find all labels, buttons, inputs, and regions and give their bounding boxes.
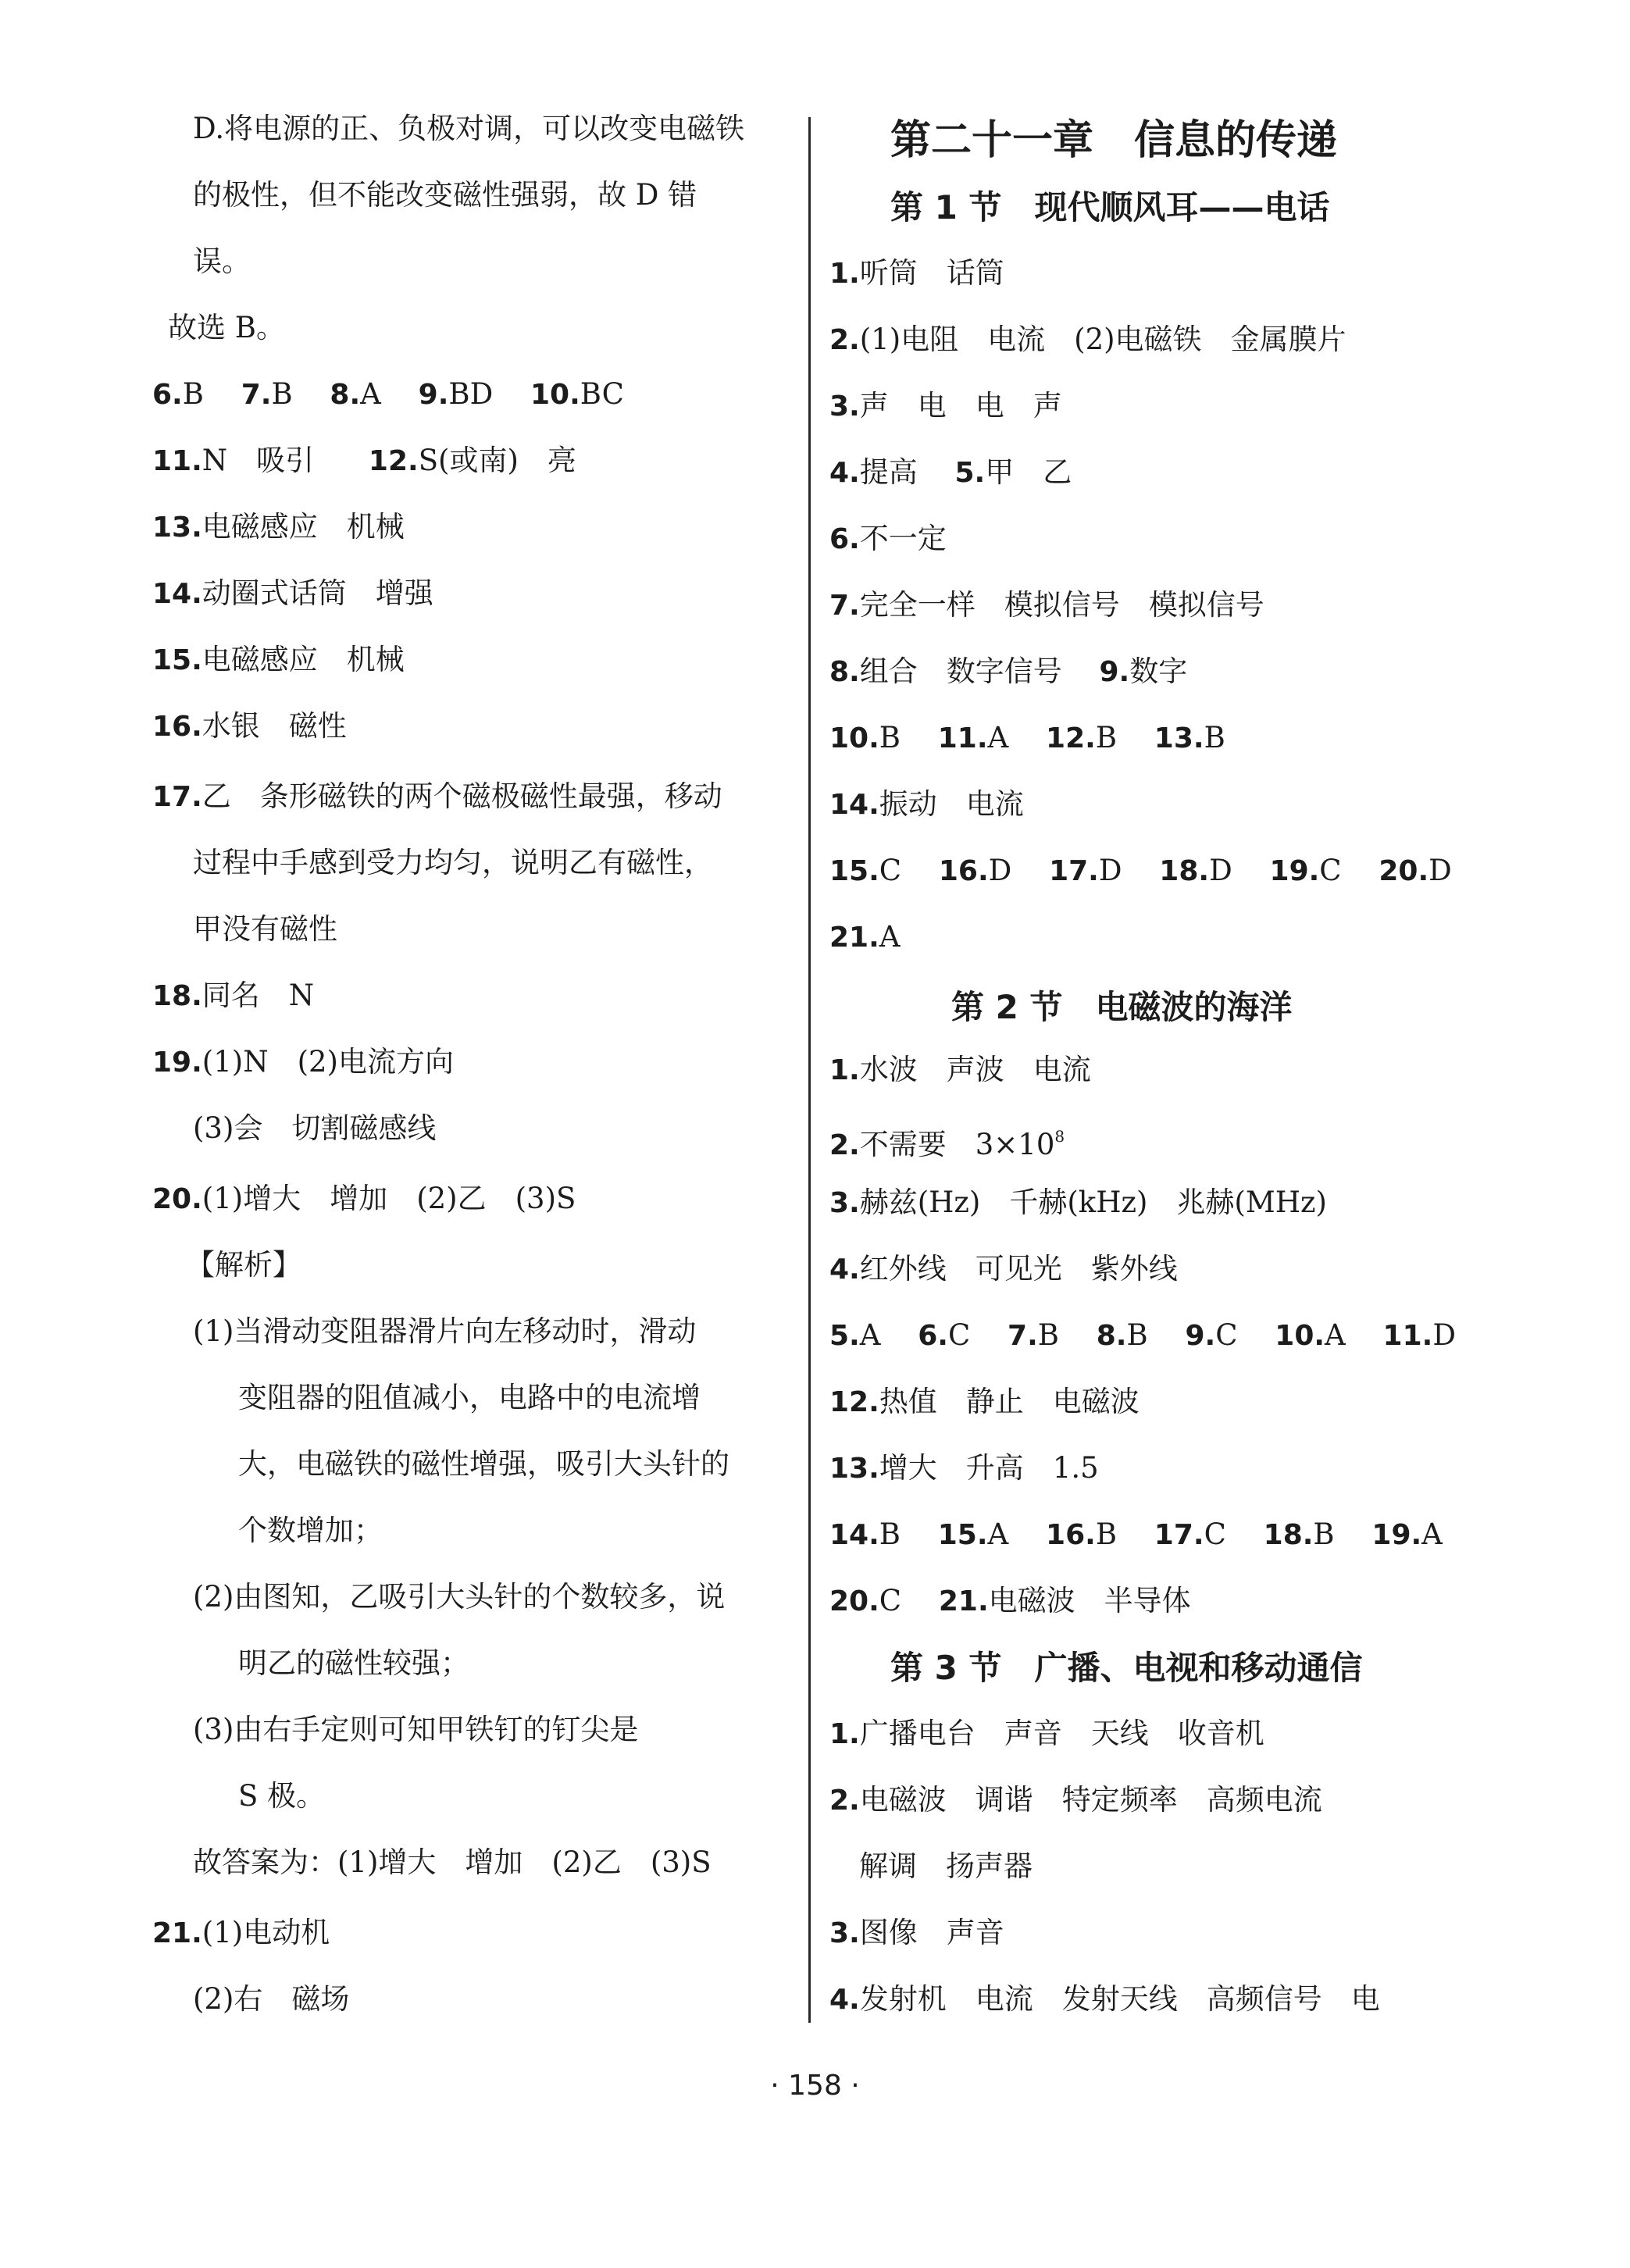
- question-number: 8.: [330, 379, 361, 411]
- answer: 电磁感应 机械: [202, 643, 405, 676]
- question-number: 21.: [152, 1917, 202, 1949]
- text-line: 故答案为：(1)增大 增加 (2)乙 (3)S: [193, 1845, 712, 1879]
- question-number: 14.: [829, 1519, 879, 1551]
- text-line: 大，电磁铁的磁性增强，吸引大头针的: [238, 1447, 729, 1481]
- text-line: (1)当滑动变阻器滑片向左移动时，滑动: [193, 1314, 697, 1348]
- question-number: 15.: [937, 1519, 988, 1551]
- answer: 红外线 可见光 紫外线: [859, 1252, 1178, 1286]
- question-number: 3.: [829, 1917, 860, 1949]
- answer: A: [1325, 1318, 1346, 1352]
- question-number: 10.: [1275, 1320, 1325, 1352]
- question-number: 19.: [152, 1047, 202, 1079]
- answer: D: [1428, 854, 1452, 887]
- answer-line: [152, 1179, 576, 1218]
- question-number: 1.: [829, 1718, 860, 1750]
- question-number: 9.: [418, 379, 449, 411]
- question-number: 2.: [829, 1785, 860, 1817]
- text-line: (2)由图知，乙吸引大头针的个数较多，说: [193, 1580, 726, 1614]
- answer-line: [829, 586, 1264, 625]
- question-number: 13.: [152, 512, 202, 544]
- question-number: 21.: [829, 922, 879, 954]
- answer-line: [829, 1714, 1264, 1753]
- question-number: 16.: [152, 711, 202, 743]
- question-number: 8.: [1096, 1320, 1127, 1352]
- answer: B: [1313, 1517, 1335, 1551]
- answer: 水波 声波 电流: [859, 1053, 1091, 1086]
- answer-line: [829, 254, 1004, 293]
- question-number: 4.: [829, 1253, 860, 1286]
- question-number: 6.: [918, 1320, 948, 1352]
- question-number: 19.: [1269, 855, 1320, 887]
- question-number: 12.: [829, 1386, 879, 1418]
- answer: 同名 N: [202, 979, 315, 1012]
- answer-line: [829, 1980, 1380, 2019]
- answer: A: [360, 377, 381, 411]
- answer: C: [879, 854, 902, 887]
- question-number: 20.: [152, 1183, 202, 1215]
- answer: B: [1204, 721, 1225, 754]
- answer: C: [1319, 854, 1342, 887]
- question-number: 5.: [829, 1320, 860, 1352]
- answer-line: [829, 1050, 1091, 1089]
- answer: B: [1095, 1517, 1118, 1551]
- answer: B: [271, 377, 293, 411]
- answer: 电磁波 半导体: [988, 1584, 1191, 1617]
- answer: 不需要 3×10: [859, 1128, 1055, 1161]
- answer-line: [152, 441, 576, 480]
- answer: A: [987, 1517, 1009, 1551]
- answer-line: [829, 1913, 1004, 1952]
- answer-line: [829, 851, 1452, 890]
- answer-line: [829, 652, 1187, 691]
- answer-line: [829, 1449, 1099, 1488]
- answer: 听筒 话筒: [859, 256, 1004, 290]
- text-line: 变阻器的阻值减小，电路中的电流增: [238, 1381, 701, 1414]
- answer: BD: [448, 377, 494, 411]
- text-line: 过程中手感到受力均匀，说明乙有磁性，: [193, 846, 713, 879]
- column-divider: [808, 117, 811, 2023]
- question-number: 12.: [1046, 722, 1096, 754]
- answer-line: [829, 1515, 1443, 1554]
- question-number: 14.: [152, 578, 202, 610]
- answer: B: [1037, 1318, 1059, 1352]
- answer: BC: [580, 377, 624, 411]
- question-number: 10.: [530, 379, 580, 411]
- answer-line: [829, 918, 901, 957]
- answer-line: [152, 777, 722, 816]
- answer: D: [1098, 854, 1122, 887]
- question-number: 14.: [829, 789, 879, 821]
- question-number: 1.: [829, 1054, 860, 1086]
- question-number: 4.: [829, 1984, 860, 2016]
- answer: 完全一样 模拟信号 模拟信号: [859, 588, 1264, 622]
- answer: C: [1204, 1517, 1226, 1551]
- analysis-label: 【解析】: [186, 1248, 301, 1282]
- question-number: 2.: [829, 1129, 860, 1161]
- answer: S(或南) 亮: [418, 444, 576, 477]
- question-number: 6.: [829, 523, 860, 555]
- question-number: 17.: [152, 781, 202, 813]
- section-title: 第 2 节 电磁波的海洋: [951, 988, 1293, 1026]
- text-line: 故选 B。: [168, 311, 285, 344]
- question-number: 15.: [152, 644, 202, 676]
- answer: 广播电台 声音 天线 收音机: [859, 1717, 1264, 1750]
- answer: A: [859, 1318, 881, 1352]
- answer-line: [829, 1316, 1456, 1355]
- section-title: 第 3 节 广播、电视和移动通信: [890, 1649, 1363, 1687]
- answer: 赫兹(Hz) 千赫(kHz) 兆赫(MHz): [859, 1186, 1327, 1219]
- answer: 电磁波 调谐 特定频率 高频电流: [859, 1783, 1322, 1817]
- question-number: 7.: [829, 590, 860, 622]
- question-number: 11.: [937, 722, 988, 754]
- answer: A: [1421, 1517, 1443, 1551]
- answer: A: [987, 721, 1009, 754]
- answer: 动圈式话筒 增强: [202, 576, 433, 610]
- question-number: 18.: [152, 980, 202, 1012]
- answer: D: [988, 854, 1012, 887]
- question-number: 13.: [1154, 722, 1204, 754]
- answer: D: [1209, 854, 1232, 887]
- question-number: 21.: [938, 1585, 989, 1617]
- answer: 图像 声音: [859, 1916, 1004, 1949]
- text-line: S 极。: [238, 1779, 326, 1813]
- question-number: 17.: [1154, 1519, 1204, 1551]
- text-line: (3)由右手定则可知甲铁钉的钉尖是: [193, 1713, 639, 1746]
- question-number: 3.: [829, 1187, 860, 1219]
- text-line: 误。: [193, 244, 251, 278]
- question-number: 16.: [1046, 1519, 1096, 1551]
- answer: B: [879, 721, 901, 754]
- answer: 增大 升高 1.5: [879, 1451, 1099, 1485]
- question-number: 18.: [1263, 1519, 1314, 1551]
- answer: 热值 静止 电磁波: [879, 1385, 1140, 1418]
- page-number: · 158 ·: [770, 2070, 860, 2102]
- answer: B: [1095, 721, 1118, 754]
- answer-line: [152, 707, 347, 746]
- answer: (1)增大 增加 (2)乙 (3)S: [202, 1182, 576, 1215]
- answer: C: [1215, 1318, 1238, 1352]
- answer: (1)N (2)电流方向: [202, 1045, 454, 1079]
- question-number: 19.: [1371, 1519, 1422, 1551]
- chapter-title: 第二十一章 信息的传递: [890, 117, 1338, 164]
- answer-line: [829, 320, 1346, 359]
- question-number: 2.: [829, 324, 860, 356]
- question-number: 12.: [368, 445, 419, 477]
- question-number: 5.: [954, 457, 986, 489]
- question-number: 7.: [241, 379, 272, 411]
- answer: 发射机 电流 发射天线 高频信号 电: [859, 1982, 1380, 2016]
- answer-line: [152, 1913, 330, 1952]
- answer: C: [879, 1584, 902, 1617]
- question-number: 6.: [152, 379, 183, 411]
- answer: (1)电阻 电流 (2)电磁铁 金属膜片: [859, 323, 1346, 356]
- text-line: D.将电源的正、负极对调，可以改变电磁铁: [193, 112, 745, 145]
- question-number: 15.: [829, 855, 879, 887]
- answer-line: [152, 976, 314, 1015]
- text-line: 明乙的磁性较强；: [238, 1646, 469, 1680]
- question-number: 9.: [1099, 656, 1130, 688]
- answer-line: [829, 387, 1062, 426]
- answer: 组合 数字信号: [859, 654, 1062, 688]
- answer-line: [829, 1183, 1327, 1222]
- answer-line: [829, 1781, 1322, 1820]
- answer: 不一定: [859, 522, 947, 555]
- answer: C: [947, 1318, 971, 1352]
- question-number: 11.: [152, 445, 202, 477]
- answer-line: [829, 1582, 1191, 1621]
- question-number: 7.: [1008, 1320, 1038, 1352]
- answer: 甲 乙: [985, 455, 1072, 489]
- question-number: 4.: [829, 457, 860, 489]
- answer: B: [1126, 1318, 1148, 1352]
- answer: A: [879, 920, 901, 954]
- answer: 乙 条形磁铁的两个磁极磁性最强，移动: [202, 779, 722, 813]
- answer-line: [829, 1382, 1140, 1421]
- question-number: 9.: [1185, 1320, 1216, 1352]
- question-number: 20.: [829, 1585, 879, 1617]
- question-number: 16.: [938, 855, 989, 887]
- answer: B: [182, 377, 204, 411]
- answer: 声 电 电 声: [859, 389, 1062, 423]
- text-line: 个数增加；: [238, 1514, 383, 1547]
- section-title: 第 1 节 现代顺风耳——电话: [890, 188, 1330, 226]
- text-line: 甲没有磁性: [193, 912, 337, 946]
- answer-line: [829, 453, 1072, 492]
- answer-line: [829, 785, 1024, 824]
- text-line: (3)会 切割磁感线: [193, 1111, 437, 1145]
- answer: B: [879, 1517, 901, 1551]
- answer: 振动 电流: [879, 787, 1024, 821]
- text-line: 解调 扬声器: [859, 1849, 1033, 1883]
- question-number: 1.: [829, 258, 860, 290]
- question-number: 17.: [1049, 855, 1099, 887]
- question-number: 11.: [1382, 1320, 1433, 1352]
- answer-line: [829, 1117, 1065, 1161]
- answer-line: [152, 508, 405, 547]
- answer: 电磁感应 机械: [202, 510, 405, 544]
- answer: (1)电动机: [202, 1916, 330, 1949]
- answer: 提高: [859, 455, 918, 489]
- answer: 数字: [1129, 654, 1188, 688]
- question-number: 18.: [1159, 855, 1210, 887]
- answer: D: [1432, 1318, 1456, 1352]
- text-line: 的极性，但不能改变磁性强弱，故 D 错: [193, 178, 697, 212]
- question-number: 10.: [829, 722, 879, 754]
- question-number: 20.: [1379, 855, 1429, 887]
- answer-line: [152, 1043, 454, 1082]
- question-number: 3.: [829, 390, 860, 423]
- question-number: 13.: [829, 1453, 879, 1485]
- text-line: (2)右 磁场: [193, 1982, 350, 2016]
- answer: N 吸引: [202, 444, 315, 477]
- question-number: 8.: [829, 656, 860, 688]
- answer-line: [152, 640, 405, 679]
- answer: 水银 磁性: [202, 709, 347, 743]
- answer-line: [829, 719, 1225, 758]
- answer-line: [829, 519, 947, 558]
- answer-line: [152, 574, 433, 613]
- answer-line: [152, 375, 624, 414]
- answer-line: [829, 1250, 1178, 1289]
- exponent: 8: [1054, 1127, 1065, 1146]
